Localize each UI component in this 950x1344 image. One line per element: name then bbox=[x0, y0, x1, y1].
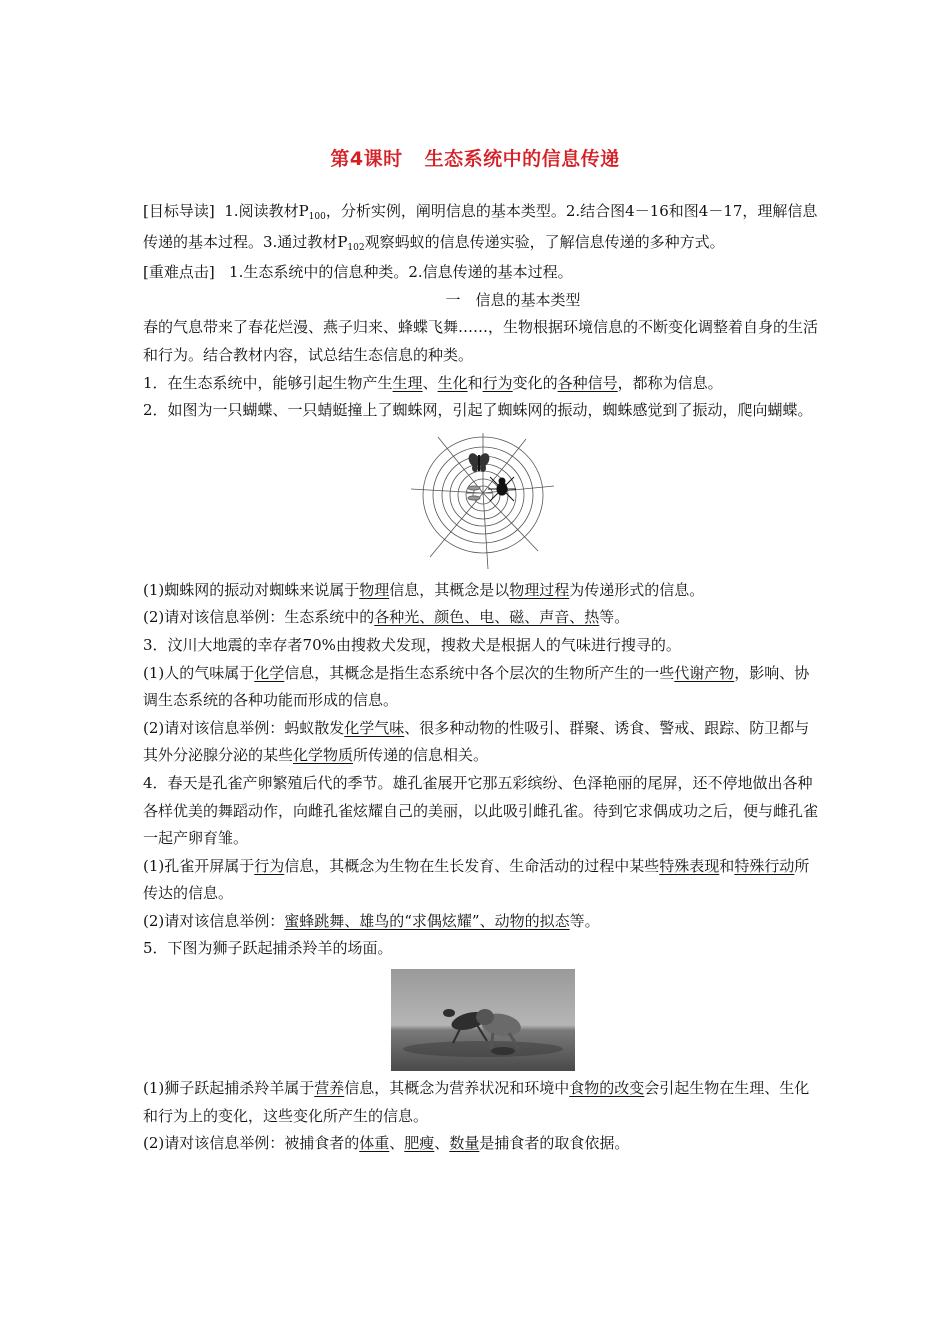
spider-web-figure bbox=[408, 431, 558, 571]
answer-blank: 行为 bbox=[482, 373, 513, 392]
main-content bbox=[143, 198, 823, 1158]
answer-blank: 体重 bbox=[359, 1134, 390, 1153]
answer-blank: 化学气味 bbox=[344, 718, 405, 737]
question-3: 3．汶川大地震的幸存者70%由搜救犬发现，搜救犬是根据人的气味进行搜寻的。 bbox=[143, 635, 681, 654]
answer-blank: 化学物质 bbox=[293, 746, 354, 765]
answer-blank: 食物的改变 bbox=[569, 1079, 645, 1098]
question-5-part-1: (1)狮子跃起捕杀羚羊属于营养信息，其概念为营养状况和环境中食物的改变会引起生物在生理、生化和行为上的变化，这些变化所产生的信息。 bbox=[143, 1079, 810, 1125]
spider-icon bbox=[488, 477, 516, 501]
lesson-topic: 生态系统中的信息传递 bbox=[424, 148, 620, 170]
question-5-part-2: (2)请对该信息举例：被捕食者的体重、肥瘦、数量是捕食者的取食依据。 bbox=[143, 1134, 630, 1153]
question-2: 2．如图为一只蝴蝶、一只蜻蜓撞上了蜘蛛网，引起了蜘蛛网的振动，蜘蛛感觉到了振动，爬向蝴蝶。 bbox=[143, 401, 813, 420]
objectives-label: [目标导读] bbox=[143, 202, 215, 220]
intro-paragraph: 春的气息带来了春花烂漫、燕子归来、蜂蝶飞舞……，生物根据环境信息的不断变化调整着自身的生活和行为。结合教材内容，试总结生态信息的种类。 bbox=[143, 318, 819, 364]
question-3-part-1: (1)人的气味属于化学信息，其概念是指生态系统中各个层次的生物所产生的一些代谢产物，影响、协调生态系统的各种功能而形成的信息。 bbox=[143, 663, 810, 710]
question-4: 4．春天是孔雀产卵繁殖后代的季节。雄孔雀展开它那五彩缤纷、色泽艳丽的尾屏，还不停地做出各种各样优美的舞蹈动作，向雌孔雀炫耀自己的美丽，以此吸引雌孔雀。待到它求偶成功之后，便与雌孔雀一起产卵育雏。 bbox=[143, 773, 819, 848]
answer-blank: 各种信号 bbox=[557, 373, 618, 392]
answer-blank: 特殊表现 bbox=[659, 856, 720, 875]
answer-blank: 特殊行动 bbox=[734, 856, 795, 875]
butterfly-icon bbox=[467, 451, 492, 471]
question-4-part-1: (1)孔雀开屏属于行为信息，其概念为生物在生长发育、生命活动的过程中某些特殊表现和特殊行动所传达的信息。 bbox=[143, 856, 810, 903]
lion-hunting-photo bbox=[391, 969, 575, 1071]
answer-blank: 营养 bbox=[314, 1079, 345, 1098]
answer-blank: 物理 bbox=[359, 580, 390, 599]
key-points-paragraph: [重难点击] 1.生态系统中的信息种类。2.信息传递的基本过程。 bbox=[143, 263, 573, 282]
lesson-number: 第4课时 bbox=[330, 148, 403, 170]
page-title bbox=[0, 144, 950, 171]
question-2-part-2: (2)请对该信息举例：生态系统中的各种光、颜色、电、磁、声音、热等。 bbox=[143, 608, 630, 627]
answer-blank: 物理过程 bbox=[509, 580, 570, 599]
question-1: 1．在生态系统中，能够引起生物产生生理、生化和行为变化的各种信号，都称为信息。 bbox=[143, 373, 723, 392]
answer-blank: 化学 bbox=[254, 663, 285, 682]
answer-blank: 生化 bbox=[437, 373, 468, 392]
answer-blank: 数量 bbox=[449, 1134, 480, 1153]
question-2-part-1: (1)蜘蛛网的振动对蜘蛛来说属于物理信息，其概念是以物理过程为传递形式的信息。 bbox=[143, 580, 705, 599]
question-4-part-2: (2)请对该信息举例：蜜蜂跳舞、雄鸟的“求偶炫耀”、动物的拟态等。 bbox=[143, 911, 600, 930]
answer-blank: 生理 bbox=[392, 373, 423, 392]
section-heading: 一 信息的基本类型 bbox=[445, 290, 581, 309]
answer-blank: 肥瘦 bbox=[404, 1134, 435, 1153]
question-5: 5．下图为狮子跃起捕杀羚羊的场面。 bbox=[143, 939, 393, 958]
answer-blank: 各种光、颜色、电、磁、声音、热 bbox=[374, 608, 600, 627]
answer-blank: 行为 bbox=[254, 856, 285, 875]
question-3-part-2: (2)请对该信息举例：蚂蚁散发化学气味、很多种动物的性吸引、群聚、诱食、警戒、跟踪、防卫都与其外分泌腺分泌的某些化学物质所传递的信息相关。 bbox=[143, 718, 810, 765]
answer-blank: 蜜蜂跳舞、雄鸟的“求偶炫耀”、动物的拟态 bbox=[284, 911, 570, 930]
key-points-label: [重难点击] bbox=[143, 263, 215, 282]
answer-blank: 代谢产物 bbox=[674, 663, 735, 682]
objectives-paragraph: [目标导读] 1.阅读教材$P_{100}$，分析实例，阐明信息的基本类型。2.结合图4－16和图4－17，理解信息传递的基本过程。3.通过教材$P_{102}$观察蚂蚁的信息传递实验，了解信息传递的多种方式。 bbox=[143, 202, 818, 253]
